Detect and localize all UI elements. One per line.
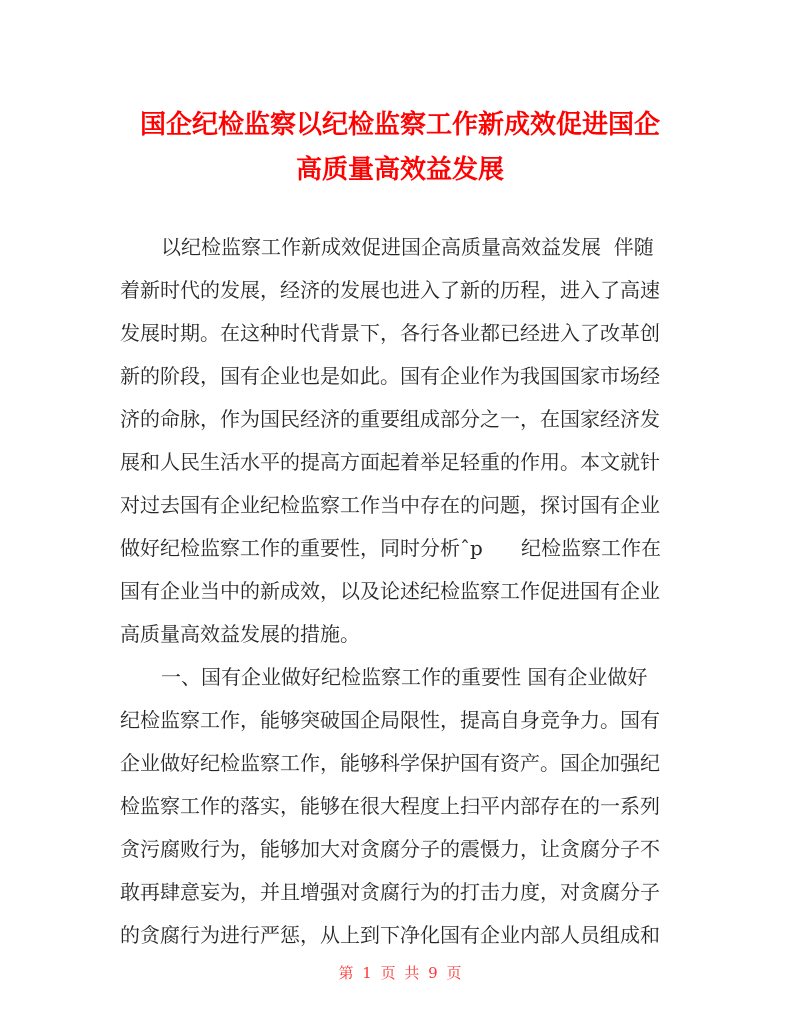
body-line: 新的阶段，国有企业也是如此。国有企业作为我国国家市场经 [120,364,660,388]
body-line: 国有企业当中的新成效，以及论述纪检监察工作促进国有企业 [120,579,660,603]
body-line: 纪检监察工作，能够突破国企局限性，提高自身竞争力。国有 [120,708,660,732]
document-title-line-1: 国企纪检监察以纪检监察工作新成效促进国企 [139,110,660,140]
body-line: 高质量高效益发展的措施。 [120,622,360,646]
body-line: 济的命脉，作为国民经济的重要组成部分之一，在国家经济发 [120,407,660,431]
body-line: 着新时代的发展，经济的发展也进入了新的历程，进入了高速 [120,278,660,302]
body-line: 对过去国有企业纪检监察工作当中存在的问题，探讨国有企业 [120,493,660,517]
body-line: 敢再肆意妄为，并且增强对贪腐行为的打击力度，对贪腐分子 [120,880,660,904]
body-line: 检监察工作的落实，能够在很大程度上扫平内部存在的一系列 [120,794,660,818]
body-line: 一、国有企业做好纪检监察工作的重要性 国有企业做好 [161,665,648,689]
page-footer: 第 1 页 共 9 页 [338,964,462,982]
document-title-line-2: 高质量高效益发展 [295,155,504,185]
body-line: 贪污腐败行为，能够加大对贪腐分子的震慑力，让贪腐分子不 [120,837,660,861]
body-line: 企业做好纪检监察工作，能够科学保护国有资产。国企加强纪 [120,751,660,775]
body-line: 做好纪检监察工作的重要性，同时分析ˆp 纪检监察工作在 [120,536,661,560]
body-line: 以纪检监察工作新成效促进国企高质量高效益发展 伴随 [161,235,654,259]
body-line: 展和人民生活水平的提高方面起着举足轻重的作用。本文就针 [120,450,660,474]
body-line: 发展时期。在这种时代背景下，各行各业都已经进入了改革创 [120,321,660,345]
body-line: 的贪腐行为进行严惩，从上到下净化国有企业内部人员组成和 [120,923,660,947]
